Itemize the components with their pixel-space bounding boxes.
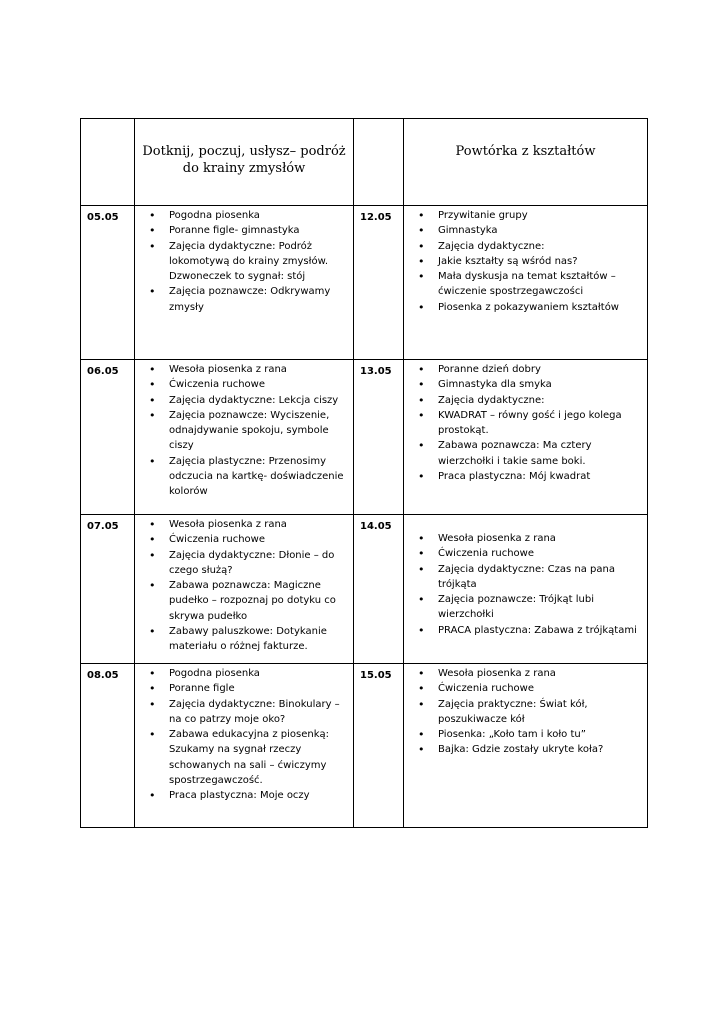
list-item: • Przywitanie grupy (404, 208, 641, 223)
list-item: • Zabawa poznawcza: Magiczne pudełko – rozpoznaj po dotyku co skrywa pudełko (135, 578, 347, 624)
list-item: • Gimnastyka (404, 223, 641, 238)
left-activity-list (135, 515, 353, 659)
right-activities-cell (404, 515, 648, 664)
list-item: • Zabawy paluszkowe: Dotykanie materiału o różnej fakturze. (135, 624, 347, 655)
left-activity-list (135, 206, 353, 319)
left-theme-title: Dotknij, poczuj, usłysz– podróż do krainy zmysłów (135, 119, 354, 206)
table-row (81, 206, 648, 360)
list-item: • Zajęcia poznawcze: Odkrywamy zmysły (135, 284, 347, 315)
list-item: • Zajęcia praktyczne: Świat kół, poszukiwacze kół (404, 697, 641, 728)
list-item: • Zajęcia dydaktyczne: Czas na pana trójkąta (404, 562, 641, 593)
list-item: • Mała dyskusja na temat kształtów – ćwiczenie spostrzegawczości (404, 269, 641, 300)
list-item: • PRACA plastyczna: Zabawa z trójkątami (404, 623, 641, 638)
left-date-cell: 07.05 (81, 515, 135, 664)
table-body (81, 206, 648, 828)
list-item: • Wesoła piosenka z rana (404, 531, 641, 546)
right-activities-cell (404, 206, 648, 360)
lesson-plan-table (80, 118, 648, 828)
list-item: • Poranne dzień dobry (404, 362, 641, 377)
header-row (81, 119, 648, 206)
left-activities-cell (135, 515, 354, 664)
list-item: • Gimnastyka dla smyka (404, 377, 641, 392)
list-item: • Wesoła piosenka z rana (135, 362, 347, 377)
left-activities-cell (135, 664, 354, 828)
list-item: • Zajęcia dydaktyczne: (404, 239, 641, 254)
header-empty-cell-left (81, 119, 135, 206)
list-item: • Jakie kształty są wśród nas? (404, 254, 641, 269)
right-date-cell: 15.05 (354, 664, 404, 828)
left-activities-cell (135, 206, 354, 360)
right-activity-list (404, 206, 647, 319)
list-item: • Wesoła piosenka z rana (135, 517, 347, 532)
right-activity-list (404, 515, 647, 642)
list-item: • Pogodna piosenka (135, 208, 347, 223)
left-activities-cell (135, 360, 354, 515)
list-item: • Ćwiczenia ruchowe (404, 546, 641, 561)
header-empty-cell-right (354, 119, 404, 206)
list-item: • Piosenka z pokazywaniem kształtów (404, 300, 641, 315)
right-activity-list (404, 664, 647, 762)
left-date-cell: 05.05 (81, 206, 135, 360)
left-date-cell: 08.05 (81, 664, 135, 828)
list-item: • Bajka: Gdzie zostały ukryte koła? (404, 742, 641, 757)
list-item: • Poranne figle (135, 681, 347, 696)
list-item: • Poranne figle- gimnastyka (135, 223, 347, 238)
list-item: • Ćwiczenia ruchowe (135, 532, 347, 547)
right-activities-cell (404, 360, 648, 515)
list-item: • Pogodna piosenka (135, 666, 347, 681)
right-activities-cell (404, 664, 648, 828)
list-item: • Wesoła piosenka z rana (404, 666, 641, 681)
left-date-cell: 06.05 (81, 360, 135, 515)
list-item: • Zajęcia poznawcze: Trójkąt lubi wierzchołki (404, 592, 641, 623)
left-activity-list (135, 360, 353, 504)
list-item: • Zabawa poznawcza: Ma cztery wierzchołki i takie same boki. (404, 438, 641, 469)
list-item: • Zajęcia dydaktyczne: Podróż lokomotywą do krainy zmysłów. Dzwoneczek to sygnał: stój (135, 239, 347, 285)
list-item: • Ćwiczenia ruchowe (135, 377, 347, 392)
right-theme-title: Powtórka z kształtów (404, 119, 648, 206)
right-date-cell: 12.05 (354, 206, 404, 360)
list-item: • KWADRAT – równy gość i jego kolega prostokąt. (404, 408, 641, 439)
list-item: • Ćwiczenia ruchowe (404, 681, 641, 696)
list-item: • Praca plastyczna: Moje oczy (135, 788, 347, 803)
list-item: • Zabawa edukacyjna z piosenką: Szukamy na sygnał rzeczy schowanych na sali – ćwiczymy spostrzegawczość. (135, 727, 347, 788)
list-item: • Zajęcia poznawcze: Wyciszenie, odnajdywanie spokoju, symbole ciszy (135, 408, 347, 454)
left-activity-list (135, 664, 353, 808)
list-item: • Zajęcia dydaktyczne: Binokulary – na co patrzy moje oko? (135, 697, 347, 728)
table-row (81, 360, 648, 515)
table-row (81, 515, 648, 664)
list-item: • Zajęcia dydaktyczne: (404, 393, 641, 408)
list-item: • Zajęcia dydaktyczne: Dłonie – do czego służą? (135, 548, 347, 579)
right-activity-list (404, 360, 647, 488)
list-item: • Zajęcia plastyczne: Przenosimy odczucia na kartkę- doświadczenie kolorów (135, 454, 347, 500)
right-date-cell: 13.05 (354, 360, 404, 515)
table-row (81, 664, 648, 828)
list-item: • Piosenka: „Koło tam i koło tu” (404, 727, 641, 742)
list-item: • Zajęcia dydaktyczne: Lekcja ciszy (135, 393, 347, 408)
list-item: • Praca plastyczna: Mój kwadrat (404, 469, 641, 484)
right-date-cell: 14.05 (354, 515, 404, 664)
